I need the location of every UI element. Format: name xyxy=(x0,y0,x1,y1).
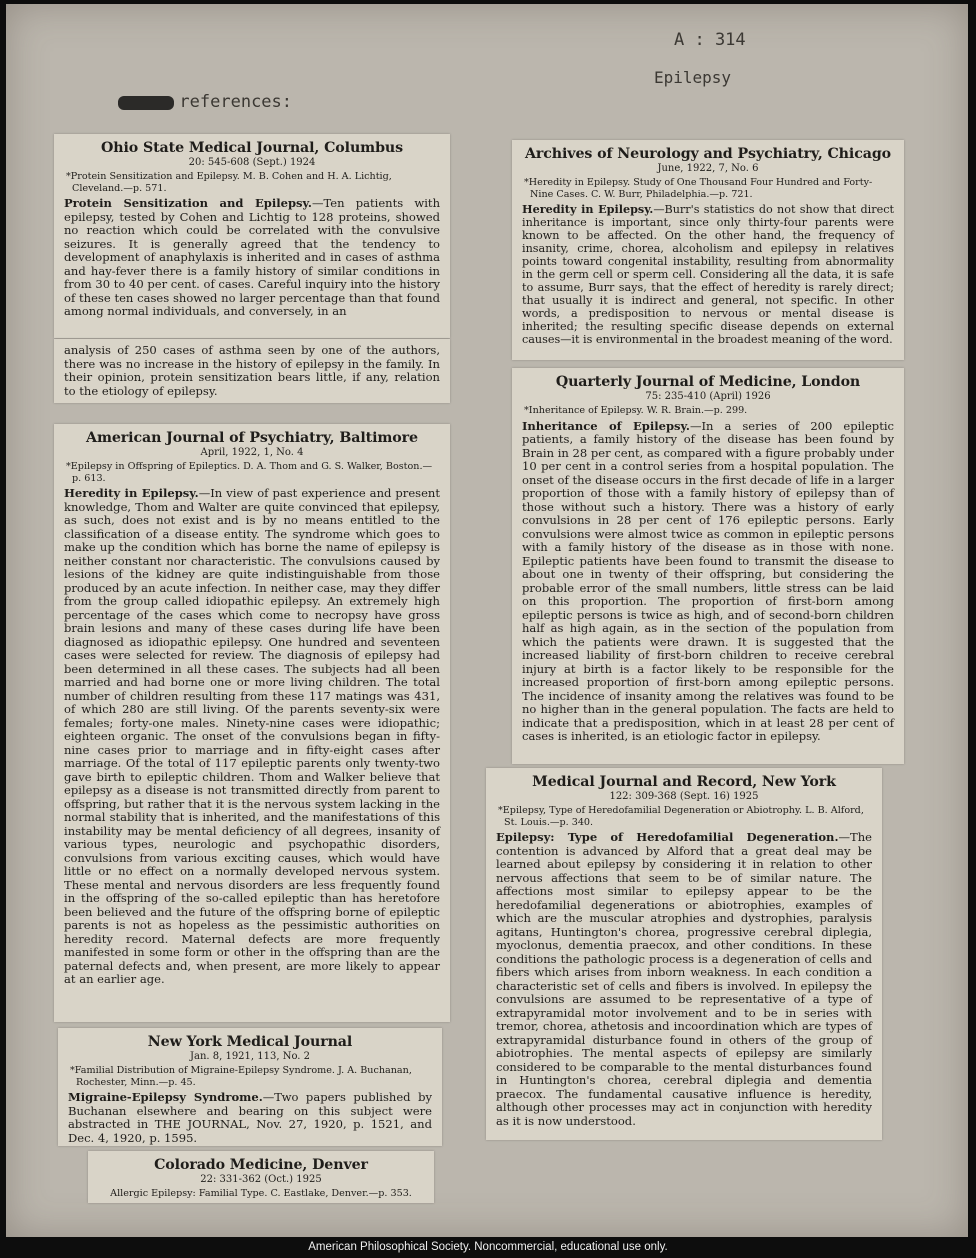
journal-title: New York Medical Journal xyxy=(147,1034,353,1050)
clipping-american-journal-psychiatry xyxy=(54,424,450,1022)
abstract-text xyxy=(522,203,894,346)
scrapbook-page xyxy=(6,4,968,1237)
clipping-medical-journal-record xyxy=(486,768,882,1140)
article-citation: Allergic Epilepsy: Familial Type. C. Eastlake, Denver.—p. 353. xyxy=(110,1188,412,1199)
clipping-new-york-medical-journal xyxy=(58,1028,442,1146)
abstract-body: —The contention is advanced by Alford that a great deal may be learned about epilepsy by considering it in relation to other nervous affections that seem to be of similar nature. The affections most similar to epilepsy appear to be the heredofamilial degenerations or abiotrophies, examples of which are the muscular atrophies and dystrophies, paralysis agitans, Huntington's chorea, progressive cerebral diplegia, myoclonus, dementia praecox, and other conditions. In these conditions the pathologic process is a degeneration of cells and fibers which arises from inborn weakness. In each condition a characteristic set of cells and fibers is involved. In epilepsy the convulsions are assumed to be representative of a type of extrapyramidal motor involvement and to be in series with tremor, chorea, athetosis and incoordination which are types of extrapyramidal disturbance found in others of the group of abiotrophies. The mental aspects of epilepsy are similarly considered to be comparable to the mental disturbances found in Huntington's chorea, cerebral diplegia and dementia praecox. The fundamental causative influence is heredity, although other processes may act in conjunction with heredity as it is now understood. xyxy=(496,830,872,1128)
abstract-text xyxy=(496,831,872,1128)
journal-title: Ohio State Medical Journal, Columbus xyxy=(100,140,403,156)
abstract-text xyxy=(64,197,440,319)
journal-issue: 75: 235-410 (April) 1926 xyxy=(645,391,771,402)
journal-title: American Journal of Psychiatry, Baltimore xyxy=(86,430,418,446)
journal-issue: 20: 545-608 (Sept.) 1924 xyxy=(188,157,316,168)
abstract-body: —In a series of 200 epileptic patients, a family history of the disease has been found by Brain in 28 per cent, as compared with a figure probably under 10 per cent in a control series from a hospital population. The onset of the disease occurs in the first decade of life in a larger proportion of those with a family history of epilepsy than of those without such a history. There was a history of early convulsions in 28 per cent of 176 epileptic persons. Early convulsions were almost twice as common in epileptic persons with a family history of the disease as in those with none. Epileptic patients have been found to transmit the disease to about one in twenty of their offspring, but considering the probable error of the small numbers, little stress can be laid on this proportion. The proportion of first-born among epileptic persons is twice as high, and of second-born children half as high again, as in the section of the population from which the patients were drawn. It is suggested that the increased liability of first-born children to receive cerebral injury at birth is a factor likely to be responsible for the increased proportion of first-born among epileptic persons. The incidence of insanity among the relatives was found to be no higher than in the general population. The facts are held to indicate that a predisposition, which in at least 28 per cent of cases is inherited, is an etiologic factor in epilepsy. xyxy=(522,418,894,743)
page-topic: Epilepsy xyxy=(654,68,732,87)
journal-issue: April, 1922, 1, No. 4 xyxy=(200,447,304,458)
abstract-lead: Epilepsy: Type of Heredofamilial Degeneration. xyxy=(496,830,839,844)
journal-title: Archives of Neurology and Psychiatry, Chicago xyxy=(524,146,892,162)
journal-issue: Jan. 8, 1921, 113, No. 2 xyxy=(189,1051,311,1062)
journal-issue: 122: 309-368 (Sept. 16) 1925 xyxy=(609,791,759,802)
clipping-ohio xyxy=(54,134,450,338)
copyright-footer: American Philosophical Society. Noncommercial, educational use only. xyxy=(308,1241,668,1253)
abstract-body: —In view of past experience and present knowledge, Thom and Walter are quite convinced that epilepsy, as such, does not exist and is by no means entitled to the classification of a disease entity. The syndrome which goes to make up the condition which has borne the name of epilepsy is neither constant nor characteristic. The convulsions caused by lesions of the kidney are quite indistinguishable from those produced by an acute infection. In neither case, may they differ from the group called idiopathic epilepsy. An extremely high percentage of the cases which come to necropsy have gross brain lesions and many of these cases during life have been diagnosed as idiopathic epilepsy. One hundred and seventeen cases were selected for review. The diagnosis of epilepsy had been determined in all these cases. The subjects had all been married and had borne one or more living children. The total number of children resulting from these 117 matings was 431, of which 280 are still living. Of the parents seventy-six were females; forty-one males. Ninety-nine cases were idiopathic; eighteen organic. The onset of the convulsions began in fifty-nine cases prior to marriage and in fifty-eight cases after marriage. Of the total of 117 epileptic parents only twenty-two gave birth to epileptic children. Thom and Walker believe that epilepsy as a disease is not transmitted directly from parent to offspring, but rather that it is the nervous system lacking in the normal stability that is inherited, and the manifestations of this instability may be mental deficiency of all degrees, insanity of various types, neurologic and psychopathic disorders, convulsions from various exciting causes, which would have little or no effect on a normally developed nervous system. These mental and nervous disorders are less frequently found in the offspring of the so-called epileptic than has heretofore been believed and the future of the offspring borne of epileptic parents is not as hopeless as the pessimistic authorities on heredity record. Maternal defects are more frequently manifested in some form or other in the offspring than are the paternal defects and, when present, are more likely to appear at an earlier age. xyxy=(64,486,440,986)
catalog-code: A : 314 xyxy=(674,30,746,50)
abstract-lead: Heredity in Epilepsy. xyxy=(522,202,654,216)
article-citation: *Epilepsy, Type of Heredofamilial Degeneration or Abiotrophy. L. B. Alford, St. Louis.—p. 340. xyxy=(498,805,864,828)
article-citation: *Heredity in Epilepsy. Study of One Thousand Four Hundred and Forty-Nine Cases. C. W. Burr, Philadelphia.—p. 721. xyxy=(524,177,873,200)
abstract-body: —Two papers published by Buchanan elsewhere and bearing on this subject were abstracted in THE JOURNAL, Nov. 27, 1920, p. 1521, and Dec. 4, 1920, p. 1595. xyxy=(68,1090,432,1145)
journal-title: Colorado Medicine, Denver xyxy=(154,1157,368,1173)
abstract-continuation: analysis of 250 cases of asthma seen by one of the authors, there was no increase in the history of epilepsy in the family. In their opinion, protein sensitization bears little, if any, relation to the etiology of epilepsy. xyxy=(64,343,440,398)
journal-issue: 22: 331-362 (Oct.) 1925 xyxy=(200,1174,322,1185)
clipping-colorado-medicine xyxy=(88,1151,434,1203)
journal-title: Quarterly Journal of Medicine, London xyxy=(555,374,861,390)
abstract-lead: Protein Sensitization and Epilepsy. xyxy=(64,196,312,210)
abstract-lead: Heredity in Epilepsy. xyxy=(64,486,199,500)
clipping-archives-neurology xyxy=(512,140,904,360)
article-citation: *Inheritance of Epilepsy. W. R. Brain.—p. 299. xyxy=(524,405,748,416)
abstract-lead: Inheritance of Epilepsy. xyxy=(522,418,690,433)
abstract-text xyxy=(68,1091,432,1145)
abstract-body: —Burr's statistics do not show that direct inheritance is important, since only thirty-four parents were known to be affected. On the other hand, the frequency of insanity, crime, chorea, alcoholism and epilepsy in relatives points toward congenital instability, resulting from abnormality in the germ cell or sperm cell. Considering all the data, it is safe to assume, Burr says, that the effect of heredity is rarely direct; that usually it is indirect and general, not specific. In other words, a predisposition to nervous or mental disease is inherited; the resulting specific disease depends on external causes—it is environmental in the broadest meaning of the word. xyxy=(522,203,894,346)
abstract-text xyxy=(522,420,894,744)
article-citation: *Familial Distribution of Migraine-Epilepsy Syndrome. J. A. Buchanan, Rochester, Minn.—p. 45. xyxy=(70,1065,412,1088)
journal-issue: June, 1922, 7, No. 6 xyxy=(657,163,759,174)
abstract-lead: Migraine-Epilepsy Syndrome. xyxy=(68,1090,263,1104)
journal-title: Medical Journal and Record, New York xyxy=(532,774,836,790)
article-citation: *Protein Sensitization and Epilepsy. M. B. Cohen and H. A. Lichtig, Cleveland.—p. 571. xyxy=(66,171,392,194)
article-citation: *Epilepsy in Offspring of Epileptics. D. A. Thom and G. S. Walker, Boston.—p. 613. xyxy=(66,461,433,484)
references-heading: references: xyxy=(179,92,293,112)
clipping-quarterly-journal-medicine xyxy=(512,368,904,764)
clipping-ohio-continued xyxy=(54,339,450,403)
abstract-body: —Ten patients with epilepsy, tested by Cohen and Lichtig to 128 proteins, showed no reaction which could be correlated with the convulsive seizures. It is generally agreed that the tendency to development of anaphylaxis is inherited and in cases of asthma and hay-fever there is a family history of similar conditions in from 30 to 40 per cent. of cases. Careful inquiry into the history of these ten cases showed no larger percentage than that found among normal individuals, and conversely, in an xyxy=(64,196,441,318)
abstract-text xyxy=(64,487,440,987)
